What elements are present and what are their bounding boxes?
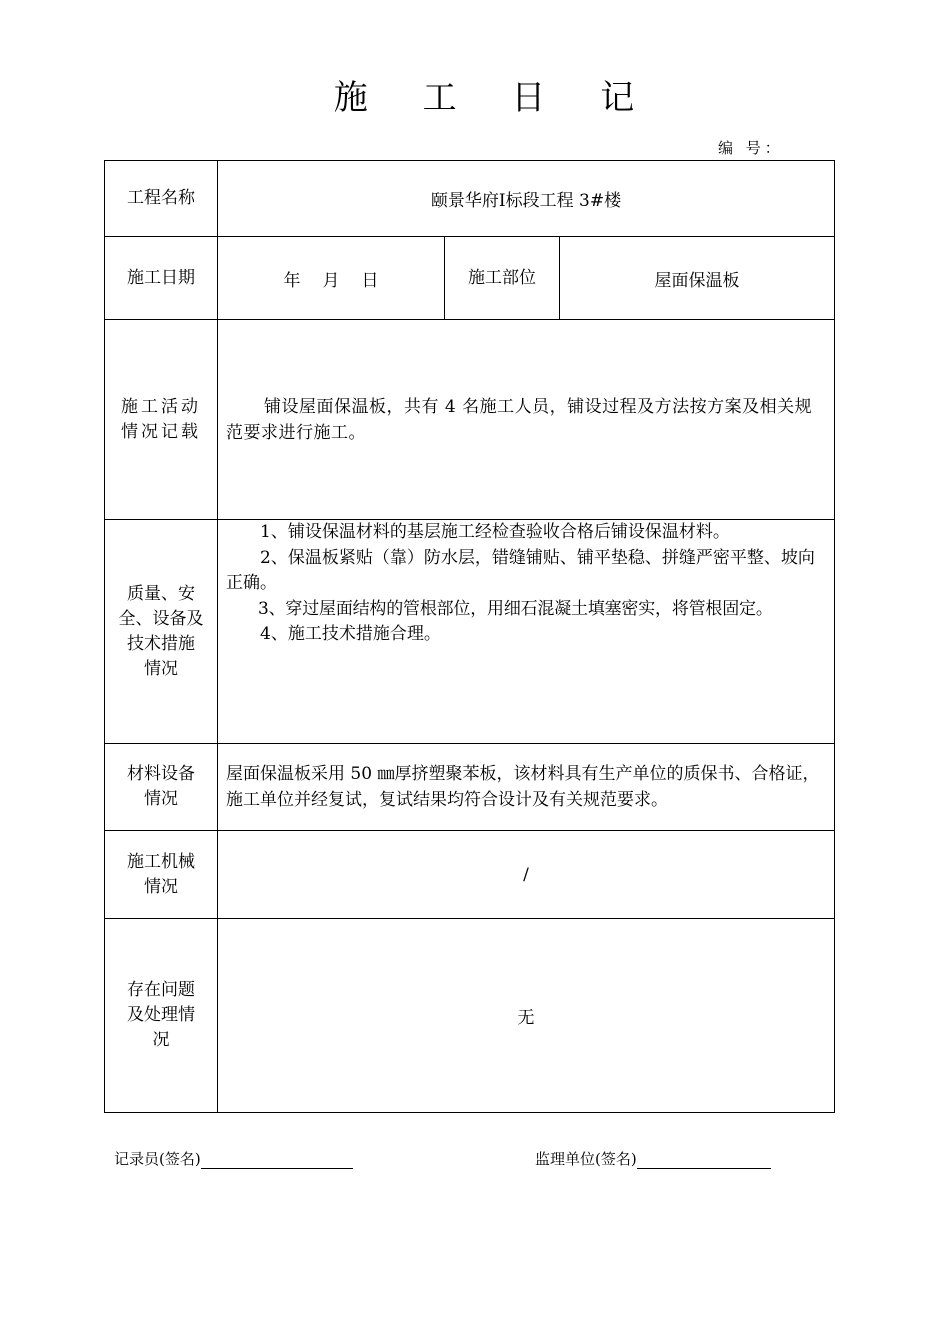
date-day: 日: [361, 270, 379, 291]
material-text: 屋面保温板采用 50 ㎜厚挤塑聚苯板，该材料具有生产单位的质保书、合格证，施工单位并经复试，复试结果均符合设计及有关规范要求。: [226, 764, 820, 810]
construction-location-label: 施工部位: [445, 237, 560, 320]
project-name-value: 颐景华府Ⅰ标段工程 3#楼: [218, 161, 835, 237]
quality-list: [218, 520, 834, 648]
activity-label: 施工活动 情况记载: [105, 320, 218, 520]
supervisor-label: 监理单位(签名): [535, 1150, 637, 1168]
machine-row: [105, 831, 835, 919]
page-title: 施 工 日 记: [333, 78, 657, 118]
activity-text: 铺设屋面保温板，共有 4 名施工人员，铺设过程及方法按方案及相关规范要求进行施工。: [226, 396, 813, 443]
recorder-signature-line[interactable]: [201, 1150, 353, 1169]
quality-item: 4、施工技术措施合理。: [260, 624, 441, 644]
quality-row: [105, 520, 835, 744]
project-name-row: [105, 161, 835, 237]
project-name-label: 工程名称: [105, 161, 218, 237]
quality-item: 1、铺设保温材料的基层施工经检查验收合格后铺设保温材料。: [260, 522, 730, 542]
supervisor-signature-line[interactable]: [637, 1150, 771, 1169]
machine-label: 施工机械 情况: [105, 831, 218, 919]
recorder-signature: [114, 1148, 353, 1169]
document-number-label: 编 号：: [718, 139, 784, 157]
date-month: 月: [322, 270, 340, 291]
construction-diary-table: [104, 160, 835, 1113]
construction-date-value: [218, 237, 445, 320]
recorder-label: 记录员(签名): [114, 1150, 201, 1168]
supervisor-signature: [535, 1148, 771, 1169]
machine-value: /: [218, 831, 835, 919]
activity-row: [105, 320, 835, 520]
date-year: 年: [283, 270, 301, 291]
issue-label: 存在问题 及处理情 况: [105, 919, 218, 1113]
construction-date-label: 施工日期: [105, 237, 218, 320]
activity-content: [218, 320, 835, 520]
issue-value: 无: [218, 919, 835, 1113]
quality-label: 质量、安 全、设备及 技术措施 情况: [105, 520, 218, 744]
quality-item: 3、穿过屋面结构的管根部位，用细石混凝土填塞密实，将管根固定。: [258, 598, 773, 619]
material-label: 材料设备 情况: [105, 744, 218, 831]
construction-date-row: [105, 237, 835, 320]
material-row: [105, 744, 835, 831]
quality-item: 2、保温板紧贴（靠）防水层，错缝铺贴、铺平垫稳、拼缝严密平整、坡向正确。: [226, 547, 815, 593]
quality-content: [218, 520, 835, 744]
construction-location-value: 屋面保温板: [560, 237, 835, 320]
issue-row: [105, 919, 835, 1113]
material-content: [218, 744, 835, 831]
